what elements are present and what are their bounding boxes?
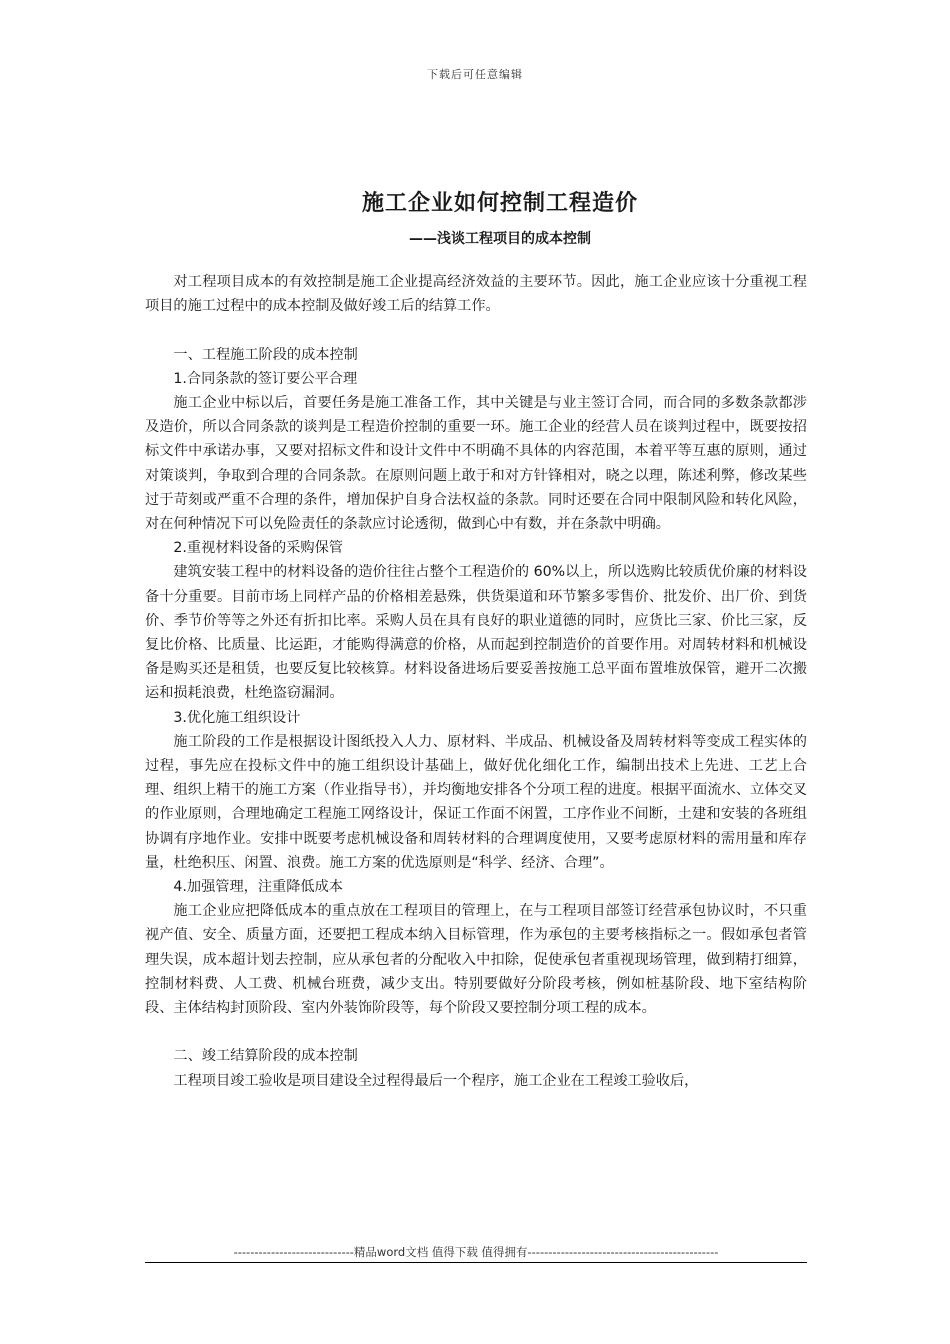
- document-title: 施工企业如何控制工程造价: [361, 191, 638, 216]
- item4-paragraph: 施工企业应把降低成本的重点放在工程项目的管理上，在与工程项目部签订经营承包协议时，不只重视产值、安全、质量方面，还要把工程成本纳入目标管理，作为承包的主要考核指标之一。假如承包者管理失误，成本超计划去控制，应从承包者的分配收入中扣除，促使承包者重视现场管理，做到精打细算，控制材料费、人工费、机械台班费，减少支出。特别要做好分阶段考核，例如桩基阶段、地下室结构阶段、主体结构封顶阶段、室内外装饰阶段等，每个阶段又要控制分项工程的成本。: [145, 903, 807, 1017]
- item2-paragraph: 建筑安装工程中的材料设备的造价往往占整个工程造价的 60%以上，所以选购比较质优价廉的材料设备十分重要。目前市场上同样产品的价格相差悬殊，供货渠道和环节繁多零售价、批发价、出厂价、到货价、季节价等等之外还有折扣比率。采购人员在具有良好的职业道德的同时，应货比三家、价比三家，反复比价格、比质量、比运距，才能购得满意的价格，从而起到控制造价的首要作用。对周转材料和机械设备是购买还是租赁，也要反复比较核算。材料设备进场后要妥善按施工总平面布置堆放保管，避开二次搬运和损耗浪费，杜绝盗窃漏洞。: [145, 564, 807, 702]
- item1-paragraph: 施工企业中标以后，首要任务是施工准备工作，其中关键是与业主签订合同，而合同的多数条款都涉及造价，所以合同条款的谈判是工程造价控制的重要一环。施工企业的经营人员在谈判过程中，既要按招标文件中承诺办事，又要对招标文件和设计文件中不明确不具体的内容范围，本着平等互惠的原则，通过对策谈判，争取到合理的合同条款。在原则问题上敢于和对方针锋相对，晓之以理，陈述利弊，修改某些过于苛刻或严重不合理的条件，增加保护自身合法权益的条款。同时还要在合同中限制风险和转化风险，对在何种情况下可以免险责任的条款应讨论透彻，做到心中有数，并在条款中明确。: [145, 395, 807, 533]
- item3-heading: 3.优化施工组织设计: [173, 709, 301, 726]
- document-subtitle: ——浅谈工程项目的成本控制: [409, 231, 591, 247]
- item3-paragraph: 施工阶段的工作是根据设计图纸投入人力、原材料、半成品、机械设备及周转材料等变成工程实体的过程，事先应在投标文件中的施工组织设计基础上，做好优化细化工作，编制出技术上先进、工艺上合理、组织上精干的施工方案（作业指导书），并均衡地安排各个分项工程的进度。根据平面流水、立体交叉的作业原则，合理地确定工程施工网络设计，保证工作面不闲置，工序作业不间断，土建和安装的各班组协调有序地作业。安排中既要考虑机械设备和周转材料的合理调度使用，又要考虑原材料的需用量和库存量，杜绝积压、闲置、浪费。施工方案的优选原则是“科学、经济、合理”。: [145, 733, 807, 871]
- item2-heading: 2.重视材料设备的采购保管: [173, 540, 343, 557]
- item4-heading: 4.加强管理，注重降低成本: [173, 879, 343, 896]
- header-note: 下载后可任意编辑: [427, 68, 523, 81]
- intro-paragraph: 对工程项目成本的有效控制是施工企业提高经济效益的主要环节。因此，施工企业应该十分重视工程项目的施工过程中的成本控制及做好竣工后的结算工作。: [145, 274, 807, 315]
- section2-heading: 二、竣工结算阶段的成本控制: [173, 1048, 358, 1065]
- item1-heading: 1.合同条款的签订要公平合理: [173, 370, 358, 387]
- section2-paragraph: 工程项目竣工验收是项目建设全过程得最后一个程序，施工企业在工程竣工验收后，: [173, 1072, 699, 1089]
- document-body: [145, 270, 807, 1093]
- section1-heading: 一、工程施工阶段的成本控制: [173, 346, 358, 363]
- footer-note: -----------------------------精品word文档 值得下载 值得拥有----------------------------------------------: [233, 1245, 719, 1259]
- spacer: [145, 1020, 807, 1044]
- footer-divider: [145, 1262, 807, 1263]
- spacer: [145, 318, 807, 342]
